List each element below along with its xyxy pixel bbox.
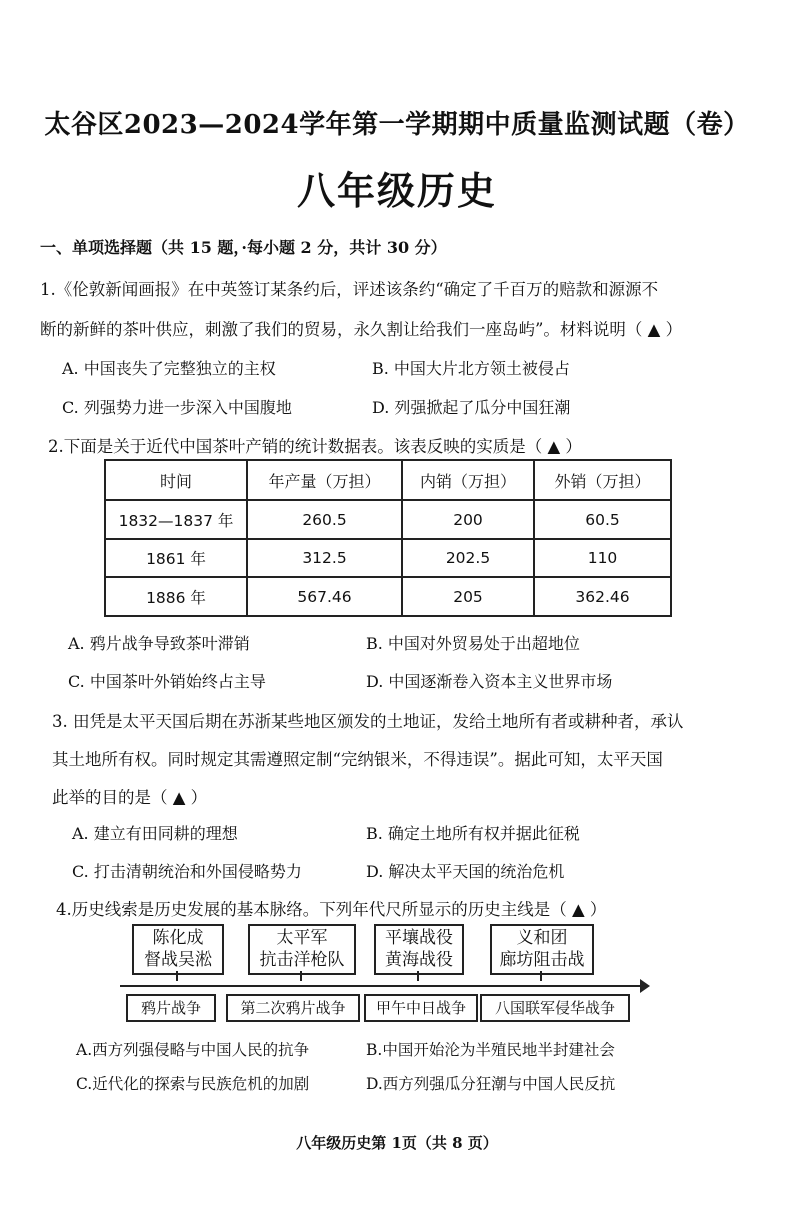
timeline-war-box: 鸦片战争 <box>126 994 216 1022</box>
table-cell: 202.5 <box>402 539 534 578</box>
timeline-tick <box>300 971 302 981</box>
q1-option-d: D. 列强掀起了瓜分中国狂潮 <box>372 398 571 417</box>
table-cell: 200 <box>402 500 534 539</box>
q2-option-d: D. 中国逐渐卷入资本主义世界市场 <box>366 672 613 691</box>
timeline-tick <box>540 971 542 981</box>
table-header-cell: 内销（万担） <box>402 460 534 500</box>
page-footer: 八年级历史第 1页（共 8 页） <box>296 1134 498 1152</box>
q3-option-d: D. 解决太平天国的统治危机 <box>366 862 565 881</box>
timeline-war-box: 八国联军侵华战争 <box>480 994 630 1022</box>
q3-option-a: A. 建立有田同耕的理想 <box>72 824 238 843</box>
table-header-row <box>105 460 671 500</box>
q4-option-b: B.中国开始沦为半殖民地半封建社会 <box>366 1041 615 1059</box>
timeline-tick <box>417 971 419 981</box>
event-line: 太平军 <box>276 928 328 948</box>
timeline-axis <box>120 985 644 987</box>
table-cell: 205 <box>402 577 534 616</box>
table-header-cell: 时间 <box>105 460 247 500</box>
q3-stem-line2: 其土地所有权。同时规定其需遵照定制“完纳银米，不得违误”。据此可知，太平天国 <box>52 750 663 769</box>
timeline-tick <box>176 971 178 981</box>
table-header-cell: 外销（万担） <box>534 460 671 500</box>
event-line: 陈化成 <box>152 928 204 948</box>
table-cell: 1861 年 <box>105 539 247 578</box>
table-cell: 110 <box>534 539 671 578</box>
table-cell: 567.46 <box>247 577 402 616</box>
q3-option-c: C. 打击清朝统治和外国侵略势力 <box>72 862 302 881</box>
table-cell: 260.5 <box>247 500 402 539</box>
timeline-event-box <box>248 924 356 975</box>
table-cell: 60.5 <box>534 500 671 539</box>
table-row <box>105 577 671 616</box>
q4-option-a: A.西方列强侵略与中国人民的抗争 <box>76 1041 310 1059</box>
q3-option-b: B. 确定土地所有权并据此征税 <box>366 824 580 843</box>
table-cell: 312.5 <box>247 539 402 578</box>
event-line: 义和团 <box>516 928 568 948</box>
q4-option-c: C.近代化的探索与民族危机的加剧 <box>76 1075 310 1093</box>
subject-title: 八年级历史 <box>296 168 497 213</box>
arrow-right-icon <box>640 979 650 993</box>
q4-option-d: D.西方列强瓜分狂潮与中国人民反抗 <box>366 1075 616 1093</box>
timeline-event-box <box>490 924 594 975</box>
q4-stem: 4.历史线索是历史发展的基本脉络。下列年代尺所显示的历史主线是（ ▲ ） <box>56 900 607 919</box>
q2-option-c: C. 中国茶叶外销始终占主导 <box>68 672 266 691</box>
q2-stem: 2.下面是关于近代中国茶叶产销的统计数据表。该表反映的实质是（ ▲ ） <box>48 437 582 456</box>
q1-option-c: C. 列强势力进一步深入中国腹地 <box>62 398 292 417</box>
q1-stem-line2: 断的新鲜的茶叶供应，刺激了我们的贸易，永久割让给我们一座岛屿”。材料说明（ ▲ ） <box>40 320 683 339</box>
q1-option-b: B. 中国大片北方领土被侵占 <box>372 359 570 378</box>
tea-data-table <box>104 459 672 617</box>
event-line: 廊坊阻击战 <box>499 950 585 970</box>
table-cell: 1886 年 <box>105 577 247 616</box>
event-line: 黄海战役 <box>385 950 453 970</box>
q3-stem-line1: 3. 田凭是太平天国后期在苏浙某些地区颁发的土地证，发给土地所有者或耕种者，承认 <box>52 712 684 731</box>
timeline-war-box: 第二次鸦片战争 <box>226 994 360 1022</box>
q1-option-a: A. 中国丧失了完整独立的主权 <box>62 359 276 378</box>
q1-stem-line1: 1.《伦敦新闻画报》在中英签订某条约后，评述该条约“确定了千百万的赔款和源源不 <box>40 280 659 299</box>
timeline-event-box <box>374 924 464 975</box>
table-row <box>105 500 671 539</box>
event-line: 督战吴淞 <box>144 950 212 970</box>
timeline-event-box <box>132 924 224 975</box>
q2-option-a: A. 鸦片战争导致茶叶滞销 <box>68 634 250 653</box>
section-heading: 一、单项选择题（共 15 题，·每小题 2 分，共计 30 分） <box>40 238 447 257</box>
q2-option-b: B. 中国对外贸易处于出超地位 <box>366 634 580 653</box>
table-cell: 1832—1837 年 <box>105 500 247 539</box>
table-row <box>105 539 671 578</box>
event-line: 平壤战役 <box>385 928 453 948</box>
exam-title: 太谷区2023—2024学年第一学期期中质量监测试题（卷） <box>44 110 750 140</box>
table-header-cell: 年产量（万担） <box>247 460 402 500</box>
q3-stem-line3: 此举的目的是（ ▲ ） <box>52 788 208 807</box>
table-cell: 362.46 <box>534 577 671 616</box>
timeline-war-box: 甲午中日战争 <box>364 994 478 1022</box>
event-line: 抗击洋枪队 <box>259 950 345 970</box>
